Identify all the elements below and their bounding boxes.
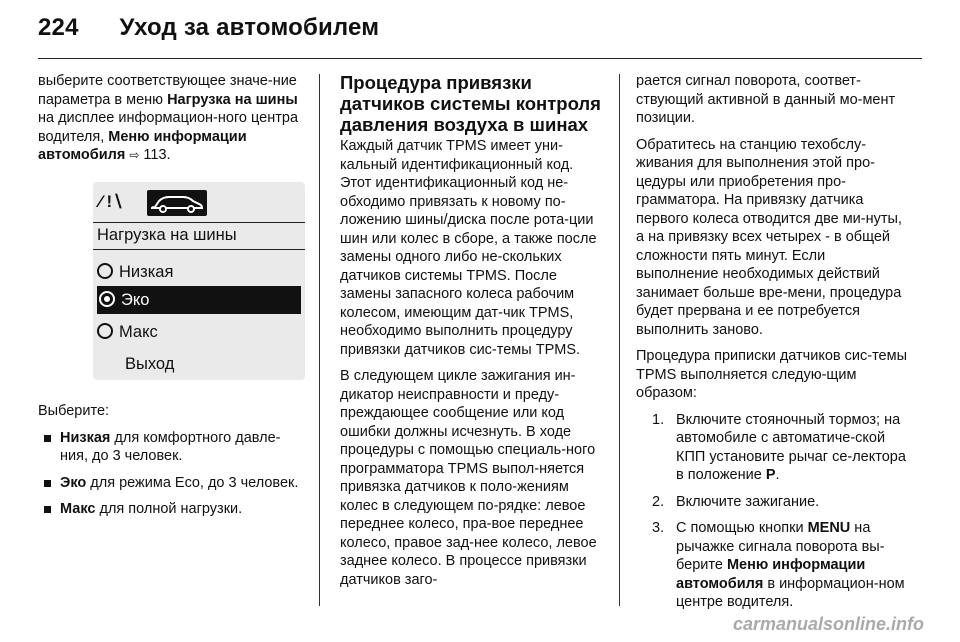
option-eco-label: Эко [121, 291, 150, 309]
car-tab-icon [147, 190, 207, 216]
bullet-eco-term: Эко [60, 474, 87, 491]
step-3-number: 3. [652, 520, 665, 536]
bullet-eco-text: для режима Eco, до 3 человек. [86, 474, 299, 491]
choose-label: Выберите: [38, 403, 110, 419]
bullet-low-text: для комфортного давле-ния, до 3 человек. [60, 429, 281, 464]
bullet-max-text: для полной нагрузки. [95, 501, 243, 517]
option-max-label: Макс [119, 323, 158, 341]
bullet-low [38, 429, 306, 466]
radio-icon [97, 263, 113, 279]
step-3 [636, 519, 908, 612]
display-illustration [93, 182, 305, 380]
column-1 [38, 72, 306, 173]
bullet-low-term: Низкая [60, 429, 111, 446]
step-1-text: Включите стояночный тормоз; на автомобиле с автоматиче-ской КПП установите рычаг се-лектора в положение [676, 411, 906, 483]
step-2-text: Включите зажигание. [676, 493, 820, 510]
page-ref-arrow-icon: ⇨ [129, 148, 140, 162]
bullet-eco [38, 474, 306, 493]
option-low-label: Низкая [119, 263, 174, 281]
menu-tire-load: Нагрузка на шины [167, 91, 298, 108]
intro-text-1: выберите соответствующее значе-ние параметра в меню [38, 73, 297, 108]
step-2 [636, 493, 908, 512]
option-max [97, 320, 301, 344]
paragraph-ignition-cycle: В следующем цикле зажигания ин-дикатор неисправности и преду-преждающее сообщение или код ошибки должны исчезнуть. В ходе процедуры с помощью специаль-ного программатора TPMS выпол-няется привязка датчиков к поло-жениям колес в следующем по-рядке: левое переднее колесо, пра-вое переднее колесо, правое зад-нее колесо, левое заднее колесо. В процессе привязки датчиков заго- [340, 368, 597, 588]
radio-selected-icon [99, 291, 115, 307]
step-1-tail: . [775, 467, 780, 483]
step-1-bold: P [765, 467, 776, 483]
option-eco [97, 286, 301, 314]
column-divider-1 [319, 74, 320, 606]
option-exit: Выход [125, 355, 175, 373]
watermark: carmanualsonline.info [732, 614, 924, 634]
display-tabs [97, 188, 301, 218]
section-title: Процедура привязки датчиков системы контроля давления воздуха в шинах [340, 72, 601, 135]
step-3-tail-2: в информацион-ном центре водителя. [676, 575, 905, 610]
page-header [38, 14, 379, 42]
intro-paragraph [38, 72, 306, 165]
step-3-tail: на рычажке сигнала поворота вы-берите [676, 520, 885, 573]
column-divider-2 [619, 74, 620, 606]
step-3-menu-button: MENU [807, 520, 851, 536]
intro-text-2: на дисплее информацион-ного центра водителя, [38, 110, 299, 145]
paragraph-sensor-id: Каждый датчик TPMS имеет уни-кальный идентификационный код. Этот идентификационный код не-обходимо привязать к новому по-ложению шины/диска после рота-ции шин или колес в сборе, а также после замены одного либо не-скольких датчиков системы TPMS. После замены запасного колеса рабочим колесом, имеющим дат-чик TPMS, необходимо выполнить процедуру привязки датчиков сис-темы TPMS. [340, 138, 597, 358]
step-2-number: 2. [652, 493, 665, 510]
column-3 [636, 72, 908, 620]
bullet-max [38, 500, 306, 519]
paragraph-service-station: Обратитесь на станцию техобслу-живания для выполнения этой про-цедуры или приобретения про-грамматора. На привязку датчика первого колеса отводится две ми-нуты, а на привязку всех четырех - в общей сложности пять минут. Если выполнение необходимых действий занимает больше вре-мени, процедура будет прервана и ее потребуется выполнить заново. [636, 136, 902, 338]
display-title-bar [93, 222, 305, 250]
radio-icon [97, 323, 113, 339]
option-low [97, 260, 301, 284]
bullet-max-term: Макс [60, 501, 96, 517]
paragraph-turn-signal: рается сигнал поворота, соответ-ствующий активной в данный мо-мент позиции. [636, 73, 896, 126]
header-rule [38, 58, 922, 59]
chapter-title: Уход за автомобилем [119, 14, 380, 41]
page-ref: 113. [139, 147, 171, 163]
step-1-number: 1. [652, 411, 665, 428]
step-3-text: С помощью кнопки [676, 520, 808, 536]
procedure-steps [636, 411, 908, 612]
display-title: Нагрузка на шины [97, 226, 237, 244]
page-number: 224 [38, 14, 79, 41]
step-1 [636, 411, 908, 485]
column-2 [340, 72, 608, 597]
menu-vehicle-info: Меню информации автомобиля [38, 128, 247, 163]
warning-tab-icon: ⁄ !∖ [99, 192, 124, 211]
column-1-lower [38, 402, 306, 527]
paragraph-procedure-intro: Процедура приписки датчиков сис-темы TPMS выполняется следую-щим образом: [636, 348, 907, 401]
step-3-menu-name: Меню информации автомобиля [676, 557, 866, 592]
